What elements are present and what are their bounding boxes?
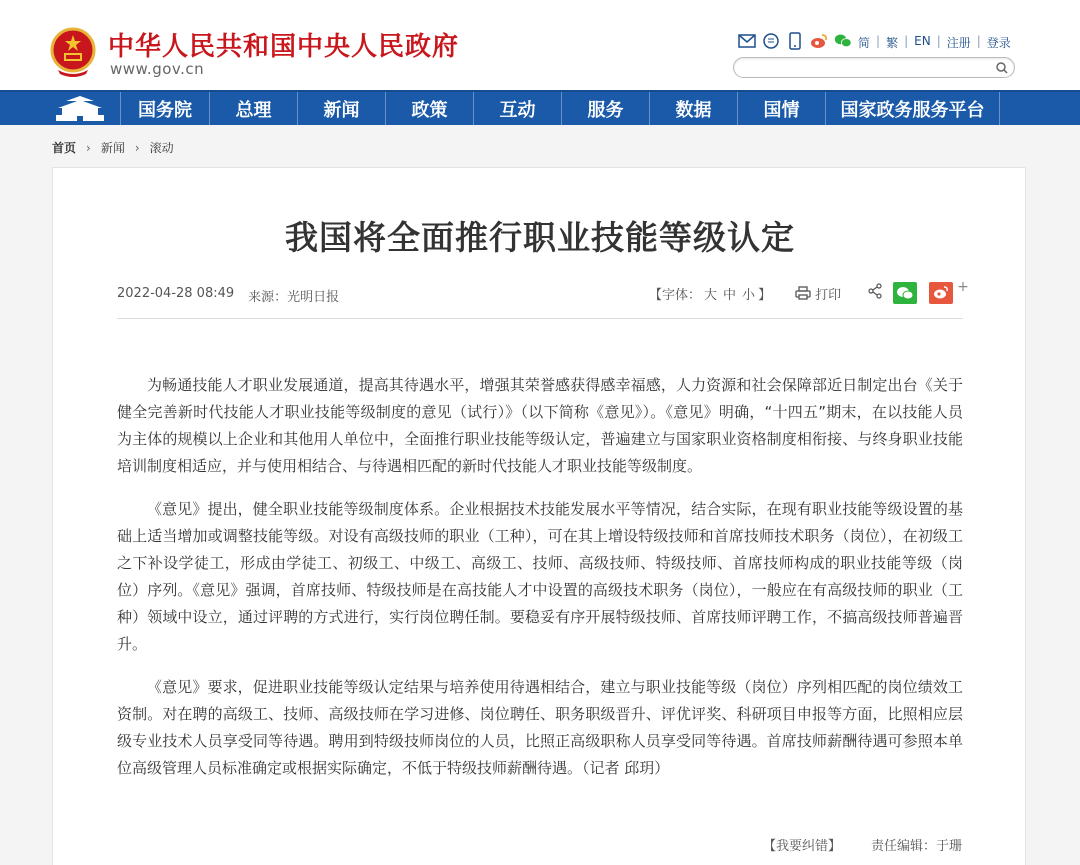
chevron-right-icon: › (134, 140, 140, 155)
national-emblem-icon[interactable] (50, 26, 96, 78)
share-more-button[interactable]: + (957, 279, 969, 295)
mobile-icon[interactable] (786, 32, 804, 50)
nav-item-national-info[interactable]: 国情 (738, 92, 826, 125)
search-icon[interactable] (995, 61, 1009, 75)
article-meta (117, 286, 339, 305)
article-tools (649, 279, 969, 304)
nav-item-premier[interactable]: 总理 (210, 92, 298, 125)
breadcrumb (52, 139, 174, 156)
weibo-icon[interactable] (810, 32, 828, 50)
font-size-medium[interactable]: 中 (723, 287, 737, 303)
article-body (117, 372, 963, 798)
article-title: 我国将全面推行职业技能等级认定 (285, 218, 795, 257)
breadcrumb-news[interactable]: 新闻 (100, 141, 125, 155)
site-title[interactable]: 中华人民共和国中央人民政府 (108, 32, 460, 62)
search-input[interactable] (744, 60, 984, 75)
nav-item-service-platform[interactable]: 国家政务服务平台 (826, 92, 1000, 125)
share-wechat-button[interactable] (893, 282, 917, 304)
login-link[interactable]: 登录 (986, 36, 1011, 50)
article-container (52, 167, 1026, 865)
error-report-link[interactable]: 【我要纠错】 (763, 839, 842, 854)
font-size-control (649, 284, 771, 303)
nav-item-data[interactable]: 数据 (650, 92, 738, 125)
responsible-editor: 责任编辑：于珊 (871, 839, 963, 854)
article-source-label: 来源： (248, 290, 288, 305)
article-source-wrap (248, 286, 339, 305)
site-header (0, 0, 1080, 90)
nav-items (120, 92, 1000, 125)
breadcrumb-scroll[interactable]: 滚动 (149, 141, 174, 155)
chevron-right-icon: › (86, 140, 91, 155)
font-size-large[interactable]: 大 (704, 287, 718, 303)
nav-item-state-council[interactable]: 国务院 (120, 92, 210, 125)
font-size-small[interactable]: 小 (742, 287, 756, 303)
article-footer (763, 835, 962, 854)
mail-icon[interactable] (738, 32, 756, 50)
font-size-label: 【字体： (649, 287, 702, 303)
article-source: 光明日报 (287, 290, 340, 305)
site-url[interactable]: www.gov.cn (110, 60, 205, 78)
share-weibo-button[interactable] (929, 282, 953, 304)
nav-item-news[interactable]: 新闻 (298, 92, 386, 125)
lang-english-link[interactable]: EN (914, 34, 931, 48)
article-paragraph: 为畅通技能人才职业发展通道，提高其待遇水平，增强其荣誉感获得感幸福感，人力资源和社会保障部近日制定出台《关于健全完善新时代技能人才职业技能等级制度的意见（试行）》（以下简称《意见》）。《意见》明确，“十四五”期末，在以技能人员为主体的规模以上企业和其他用人单位中，全面推行职业技能等级认定，普遍建立与国家职业资格制度相衔接、与终身职业技能培训制度相适应，并与使用相结合、与待遇相匹配的新时代技能人才职业技能等级制度。 (117, 376, 963, 475)
print-label: 打印 (815, 287, 842, 303)
font-size-close: 】 (758, 287, 772, 303)
printer-icon (795, 286, 811, 300)
tiananmen-icon[interactable] (50, 95, 110, 123)
lang-simplified-link[interactable]: 简 (858, 36, 871, 50)
wechat-icon[interactable] (834, 32, 852, 50)
register-link[interactable]: 注册 (946, 36, 971, 50)
wechat-icon (896, 286, 914, 300)
main-nav (0, 90, 1080, 125)
nav-item-service[interactable]: 服务 (562, 92, 650, 125)
article-paragraph: 《意见》提出，健全职业技能等级制度体系。企业根据技术技能发展水平等情况，结合实际，在现有职业技能等级设置的基础上适当增加或调整技能等级。对设有高级技师的职业（工种），可在其上增设特级技师和首席技师技术职务（岗位），在初级工之下补设学徒工，形成由学徒工、初级工、中级工、高级工、技师、高级技师、特级技师、首席技师构成的职业技能等级（岗位）序列。《意见》强调，首席技师、特级技师是在高技能人才中设置的高级技术职务（岗位），一般应在有高级技师的职业（工种）领域中设立，通过评聘的方式进行，实行岗位聘任制。要稳妥有序开展特级技师、首席技师评聘工作，不搞高级技师普遍晋升。 (117, 500, 963, 653)
article-datetime: 2022-04-28 08:49 (117, 286, 235, 301)
message-icon[interactable] (762, 32, 780, 50)
article-paragraph: 《意见》要求，促进职业技能等级认定结果与培养使用待遇相结合，建立与职业技能等级（岗位）序列相匹配的岗位绩效工资制。对在聘的高级工、技师、高级技师在学习进修、岗位聘任、职务职级晋升、评优评奖、科研项目申报等方面，比照相应层级专业技术人员享受同等待遇。聘用到特级技师岗位的人员，比照正高级职称人员享受同等待遇。首席技师薪酬待遇可参照本单位高级管理人员标准确定或根据实际确定，不低于特级技师薪酬待遇。（记者 邱玥） (117, 678, 963, 777)
top-icon-bar (738, 32, 852, 50)
language-links: 简 | 繁 | EN | 注册 | 登录 (858, 34, 1011, 50)
breadcrumb-home[interactable]: 首页 (52, 141, 77, 155)
print-button[interactable] (795, 284, 841, 303)
nav-item-policy[interactable]: 政策 (386, 92, 474, 125)
weibo-icon (932, 286, 950, 300)
share-icon[interactable] (867, 283, 883, 303)
search-box (733, 57, 1015, 78)
meta-divider (117, 318, 963, 319)
nav-item-interaction[interactable]: 互动 (474, 92, 562, 125)
lang-traditional-link[interactable]: 繁 (886, 36, 899, 50)
